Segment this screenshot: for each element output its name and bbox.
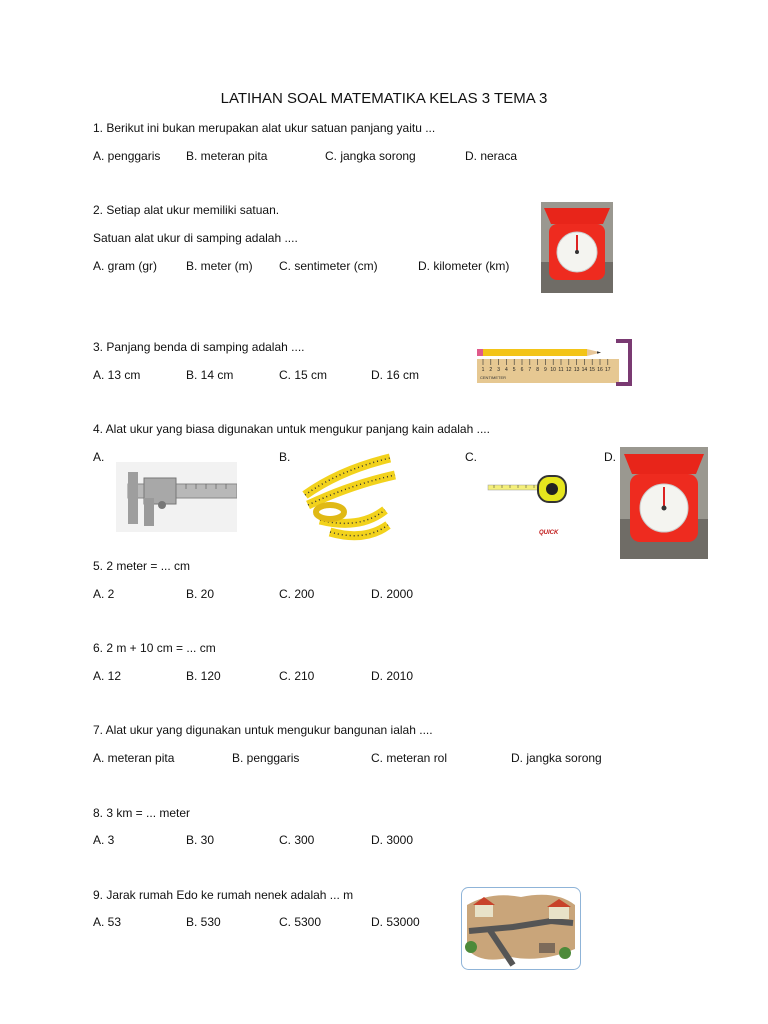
q1-option-a: A. penggaris	[93, 149, 161, 163]
question-2-line-1: 2. Setiap alat ukur memiliki satuan.	[93, 203, 280, 217]
ruler-tick-label: 11	[558, 367, 564, 373]
ruler-tick-label: 2	[489, 367, 493, 373]
q6-option-c: C. 210	[279, 669, 315, 683]
vernier-caliper-image	[116, 462, 237, 532]
q1-option-c: C. jangka sorong	[325, 149, 416, 163]
ruler-tick-label: 5	[512, 367, 516, 373]
q5-option-d: D. 2000	[371, 587, 414, 601]
ruler-tick-label: 13	[573, 367, 580, 373]
q1-option-d: D. neraca	[465, 149, 518, 163]
q7-option-c: C. meteran rol	[371, 751, 448, 765]
q4-option-b: B.	[279, 450, 291, 464]
q2-option-c: C. sentimeter (cm)	[279, 259, 378, 273]
q5-option-a: A. 2	[93, 587, 115, 601]
q8-option-b: B. 30	[186, 833, 215, 847]
q6-option-d: D. 2010	[371, 669, 414, 683]
q3-option-b: B. 14 cm	[186, 368, 234, 382]
ruler-tick-label: 10	[550, 367, 556, 373]
ruler-tick-label: 12	[566, 367, 572, 373]
q4-option-d: D.	[604, 450, 616, 464]
q9-option-b: B. 530	[186, 915, 221, 929]
question-1: 1. Berikut ini bukan merupakan alat ukur satuan panjang yaitu ...	[93, 121, 436, 135]
ruler-tick-label: 14	[581, 367, 588, 373]
ruler-tick-label: 15	[589, 367, 595, 373]
question-2-line-2: Satuan alat ukur di samping adalah ....	[93, 231, 298, 245]
q9-option-c: C. 5300	[279, 915, 322, 929]
route-map-image	[461, 887, 581, 970]
q5-option-c: C. 200	[279, 587, 315, 601]
q3-option-a: A. 13 cm	[93, 368, 141, 382]
ruler-tick-label: 4	[505, 367, 508, 373]
ruler-tick-label: 6	[520, 367, 524, 373]
measuring-tape-image	[300, 450, 400, 545]
tape-brand-label: QUICK	[539, 530, 559, 536]
q2-option-d: D. kilometer (km)	[418, 259, 510, 273]
q3-option-d: D. 16 cm	[371, 368, 420, 382]
kitchen-scale-image-option-d	[620, 447, 708, 559]
question-9: 9. Jarak rumah Edo ke rumah nenek adalah ... m	[93, 888, 354, 902]
ruler-tick-label: 16	[597, 367, 603, 373]
q6-option-b: B. 120	[186, 669, 221, 683]
q1-option-b: B. meteran pita	[186, 149, 268, 163]
q7-option-d: D. jangka sorong	[511, 751, 602, 765]
ruler-tick-label: 7	[528, 367, 532, 373]
q9-option-a: A. 53	[93, 915, 122, 929]
kitchen-scale-image	[541, 202, 613, 293]
pencil-ruler-image	[475, 338, 635, 388]
ruler-tick-label: 3	[497, 367, 500, 373]
ruler-tick-label: 9	[544, 367, 547, 373]
ruler-tick-label: 17	[605, 367, 611, 373]
q2-option-a: A. gram (gr)	[93, 259, 158, 273]
q8-option-d: D. 3000	[371, 833, 414, 847]
q8-option-a: A. 3	[93, 833, 115, 847]
svg-text:CENTIMETER: CENTIMETER	[480, 375, 506, 380]
question-7: 7. Alat ukur yang digunakan untuk mengukur bangunan ialah ....	[93, 723, 433, 737]
question-8: 8. 3 km = ... meter	[93, 806, 191, 820]
question-5: 5. 2 meter = ... cm	[93, 559, 191, 573]
q8-option-c: C. 300	[279, 833, 315, 847]
q7-option-a: A. meteran pita	[93, 751, 175, 765]
q2-option-b: B. meter (m)	[186, 259, 253, 273]
ruler-tick-label: 1	[481, 367, 485, 373]
q6-option-a: A. 12	[93, 669, 122, 683]
question-4: 4. Alat ukur yang biasa digunakan untuk mengukur panjang kain adalah ....	[93, 422, 490, 436]
question-6: 6. 2 m + 10 cm = ... cm	[93, 641, 216, 655]
q4-option-c: C.	[465, 450, 477, 464]
question-3: 3. Panjang benda di samping adalah ....	[93, 340, 305, 354]
page-title: LATIHAN SOAL MATEMATIKA KELAS 3 TEMA 3	[220, 90, 548, 107]
ruler-tick-label: 8	[536, 367, 539, 373]
q7-option-b: B. penggaris	[232, 751, 300, 765]
roll-tape-measure-image	[484, 470, 574, 540]
q9-option-d: D. 53000	[371, 915, 420, 929]
q5-option-b: B. 20	[186, 587, 215, 601]
q3-option-c: C. 15 cm	[279, 368, 328, 382]
q4-option-a: A.	[93, 450, 105, 464]
